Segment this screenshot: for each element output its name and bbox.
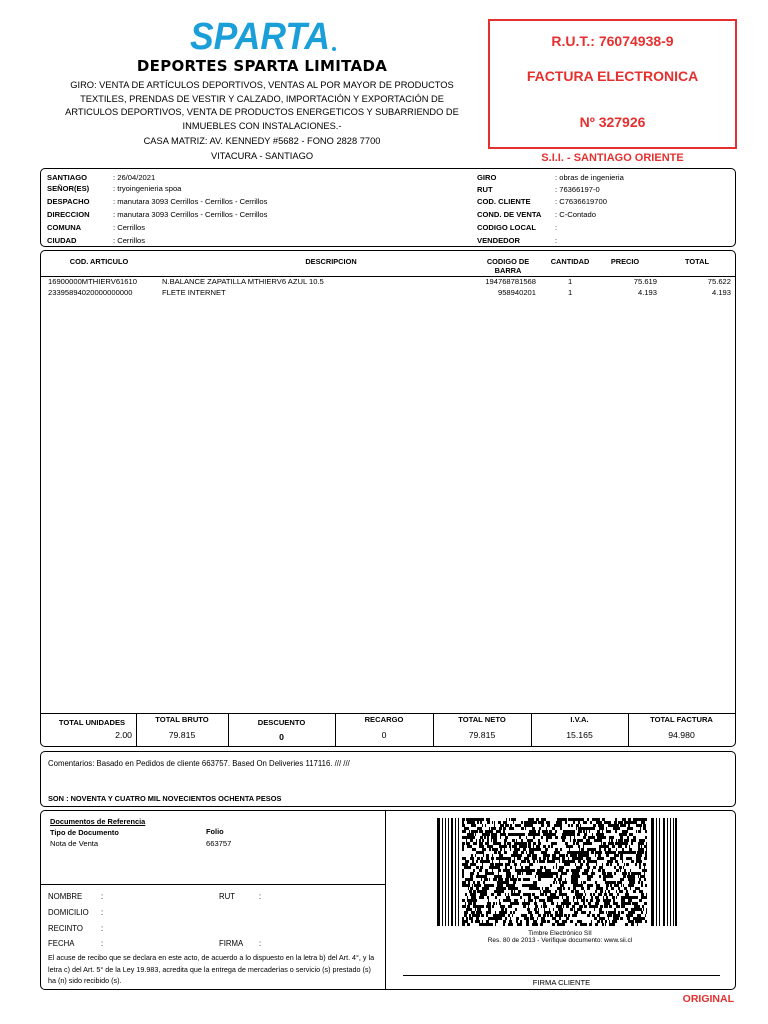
logo-wordmark: SPARTA — [190, 16, 330, 56]
tipo-doc-value: Nota de Venta — [50, 839, 99, 848]
firma-cliente-label: FIRMA CLIENTE — [532, 978, 591, 987]
row-cod: 23395894020000000000 — [48, 288, 133, 297]
iva-value: 15.165 — [566, 730, 593, 740]
folio-value: 663757 — [206, 839, 232, 848]
recinto-label: RECINTO — [48, 924, 83, 933]
timbre-barcode — [437, 818, 677, 926]
issuer-rut: R.U.T.: 76074938-9 — [551, 33, 674, 49]
total-factura-value: 94.980 — [668, 730, 695, 740]
company-name: DEPORTES SPARTA LIMITADA — [136, 57, 388, 75]
info-label: COD. CLIENTE — [477, 197, 531, 206]
info-label: COMUNA — [47, 223, 82, 232]
iva-label: I.V.A. — [570, 715, 589, 724]
info-label: CIUDAD — [47, 236, 77, 245]
rut-colon: : — [259, 892, 262, 901]
total-units-label: TOTAL UNIDADES — [58, 718, 126, 727]
row-qty: 1 — [568, 288, 573, 297]
info-label: CODIGO LOCAL — [477, 223, 537, 232]
row-desc: FLETE INTERNET — [162, 288, 226, 297]
info-label: DIRECCION — [47, 210, 90, 219]
col-header-qty: CANTIDAD — [550, 257, 590, 266]
company-giro: GIRO: VENTA DE ARTÍCULOS DEPORTIVOS, VENTAS AL POR MAYOR DE PRODUCTOS TEXTILES, PRENDAS DE VESTIR Y CALZADO, IMPORTACIÓN Y EXPORTACIÓN DE ARTICULOS DEPORTIVOS, VENTA DE PRODUCTOS ENERGETICOS Y SUBARRIENDO DE INMUEBLES CON INSTALACIONES.- — [65, 80, 459, 131]
sii-office: S.I.I. - SANTIAGO ORIENTE — [541, 152, 684, 164]
col-header-cod: COD. ARTICULO — [69, 257, 129, 266]
timbre-divider — [385, 811, 386, 989]
total-factura-label: TOTAL FACTURA — [650, 715, 713, 724]
descuento-value: 0 — [279, 732, 284, 742]
total-units-value: 2.00 — [115, 730, 132, 740]
info-value: : tryoingenieria spoa — [113, 184, 182, 193]
signature-line — [403, 975, 720, 976]
info-value: : 26/04/2021 — [113, 173, 156, 182]
rut-label: RUT — [219, 892, 236, 901]
reference-divider — [41, 884, 385, 885]
info-value: : — [555, 236, 558, 245]
tipo-doc-label: Tipo de Documento — [50, 828, 119, 837]
info-value: : C-Contado — [555, 210, 596, 219]
casa-matriz: CASA MATRIZ: AV. KENNEDY #5682 - FONO 2828 7700 — [143, 136, 381, 146]
info-label: SEÑOR(ES) — [47, 184, 90, 193]
domicilio-colon: : — [101, 908, 104, 917]
row-total: 4.193 — [711, 288, 731, 297]
recargo-value: 0 — [381, 730, 387, 740]
descuento-label: DESCUENTO — [257, 718, 306, 727]
info-label: GIRO — [477, 173, 497, 182]
customer-info-box — [40, 168, 736, 247]
firma-colon: : — [259, 939, 262, 948]
row-cod: 16900000MTHIERV61610 — [48, 277, 137, 286]
info-value: : Cerrillos — [113, 236, 146, 245]
row-barcode: 958940201 — [497, 288, 536, 297]
col-header-desc: DESCRIPCION — [305, 257, 357, 266]
timbre-resolution: Res. 80 de 2013 - Verifique documento: www.sii.cl — [487, 937, 633, 944]
row-price: 4.193 — [637, 288, 657, 297]
col-header-price: PRECIO — [610, 257, 640, 266]
total-neto-label: TOTAL NETO — [458, 715, 506, 724]
comments-box — [40, 751, 736, 807]
total-neto-value: 79.815 — [468, 730, 496, 740]
nombre-colon: : — [101, 892, 104, 901]
info-value: : Cerrillos — [113, 223, 146, 232]
row-price: 75.619 — [633, 277, 657, 286]
reference-title: Documentos de Referencia — [50, 817, 146, 826]
row-total: 75.622 — [707, 277, 731, 286]
col-header-total: TOTAL — [685, 257, 709, 266]
col-header-barcode: CODIGO DE BARRA — [486, 257, 530, 275]
company-city: VITACURA - SANTIAGO — [210, 151, 314, 161]
info-label: RUT — [477, 185, 493, 194]
copy-label: ORIGINAL — [682, 993, 734, 1005]
row-barcode: 194768781568 — [485, 277, 536, 286]
recinto-colon: : — [101, 924, 104, 933]
info-label: DESPACHO — [47, 197, 90, 206]
fecha-label: FECHA — [48, 939, 75, 948]
domicilio-label: DOMICILIO — [48, 908, 89, 917]
comments-text: Comentarios: Basado en Pedidos de cliente 663757. Based On Deliveries 117116. /// /// — [48, 759, 350, 768]
nombre-label: NOMBRE — [48, 892, 83, 901]
recargo-label: RECARGO — [364, 715, 404, 724]
row-qty: 1 — [568, 277, 573, 286]
invoice-id-box — [488, 19, 737, 149]
folio-label: Folio — [206, 827, 224, 836]
acuse-recibo-text: El acuse de recibo que se declara en este acto, de acuerdo a lo dispuesto en la letra b) del Art. 4°, y la letra c) del Art. 5° de la Ley 19.983, acredita que la entrega de mercaderías o servicio (s) prestado (s) ha (n) sido recibido (s). — [48, 953, 375, 985]
info-value: : manutara 3093 Cerrillos - Cerrillos - Cerrillos — [113, 210, 268, 219]
totals-divider — [41, 713, 735, 714]
info-label: SANTIAGO — [47, 173, 88, 182]
row-desc: N.BALANCE ZAPATILLA MTHIERV6 AZUL 10.5 — [162, 277, 324, 286]
info-label: VENDEDOR — [477, 236, 521, 245]
total-bruto-label: TOTAL BRUTO — [155, 715, 209, 724]
total-bruto-value: 79.815 — [168, 730, 196, 740]
info-value: : manutara 3093 Cerrillos - Cerrillos - Cerrillos — [113, 197, 268, 206]
items-table — [40, 250, 736, 747]
invoice-number: Nº 327926 — [579, 114, 646, 130]
info-label: COND. DE VENTA — [477, 210, 542, 219]
info-value: : C7636619700 — [555, 197, 607, 206]
info-value: : — [555, 223, 558, 232]
fecha-colon: : — [101, 939, 104, 948]
info-value: : 76366197-0 — [555, 185, 600, 194]
document-type: FACTURA ELECTRONICA — [526, 68, 699, 84]
info-value: : obras de ingenieria — [555, 173, 624, 182]
amount-in-words: SON : NOVENTA Y CUATRO MIL NOVECIENTOS OCHENTA PESOS — [48, 794, 282, 803]
sparta-logo — [190, 16, 338, 56]
timbre-title: Timbre Electrónico SII — [528, 930, 592, 937]
firma-label: FIRMA — [219, 939, 244, 948]
